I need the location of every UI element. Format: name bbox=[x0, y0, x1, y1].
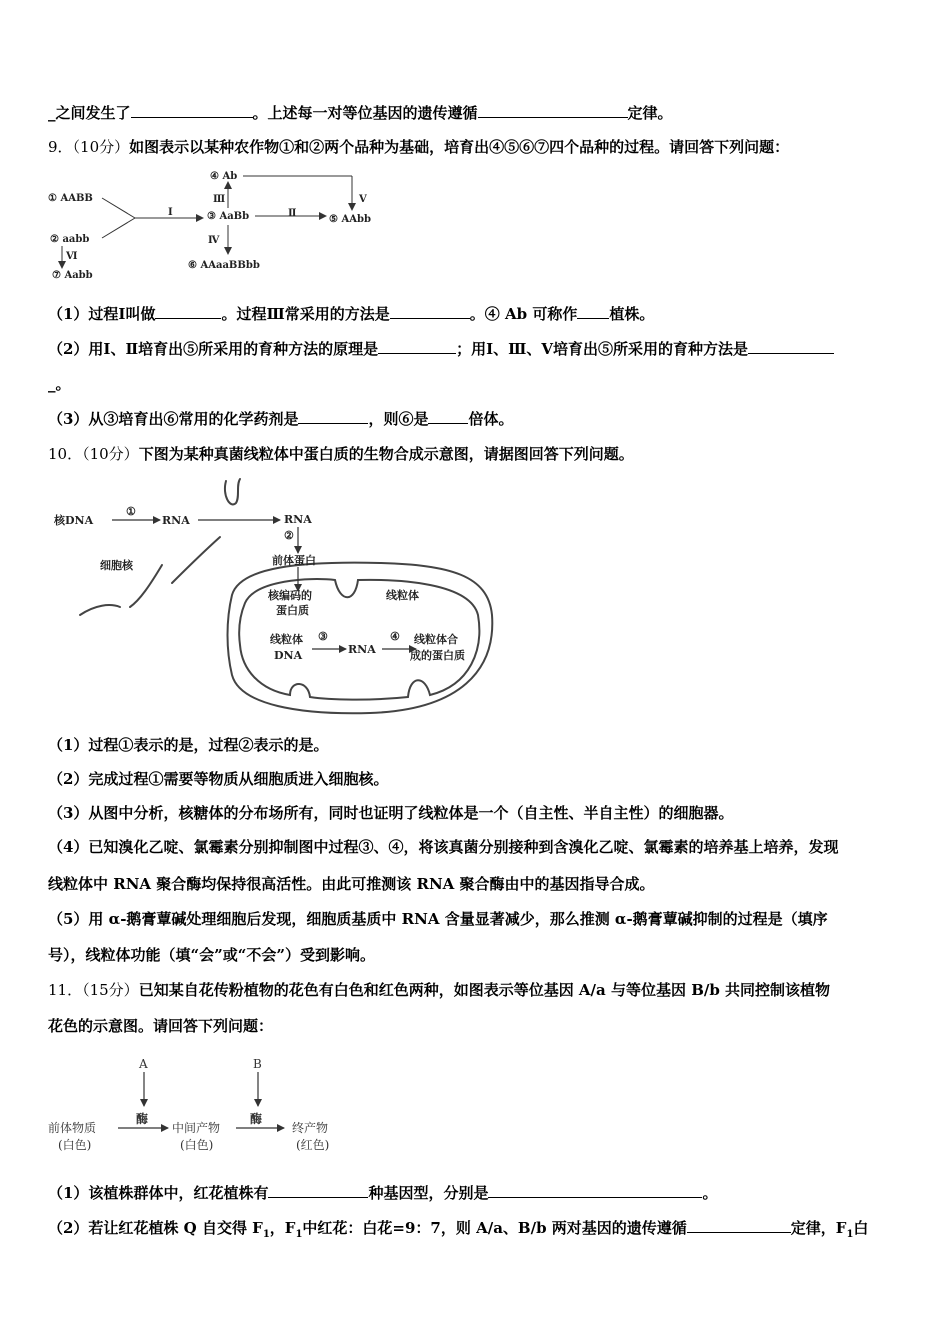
gene-a-label: A bbox=[139, 1057, 148, 1071]
variety-1: ① AABB bbox=[48, 193, 93, 204]
q10-sub-4: （4）已知溴化乙啶、氯霉素分别抑制图中过程③、④，将该真菌分别接种到含溴化乙啶、氯霉素的培养基上培养，发现 bbox=[48, 838, 839, 856]
mito-protein-label-a: 线粒体合 bbox=[414, 633, 458, 646]
mito-protein-label-b: 成的蛋白质 bbox=[410, 649, 465, 662]
process-3: Ⅲ bbox=[213, 194, 226, 205]
variety-7: ⑦ Aabb bbox=[52, 270, 93, 281]
text: （1）过程Ⅰ叫做 bbox=[48, 305, 156, 323]
q10-sub-5-cont: 号），线粒体功能（填“会”或“不会”）受到影响。 bbox=[48, 946, 376, 964]
text: ；用Ⅰ、Ⅲ、Ⅴ培育出⑤所采用的育种方法是 bbox=[456, 340, 749, 358]
q9-sub-1 bbox=[48, 304, 654, 324]
step-1-label: ① bbox=[126, 505, 136, 518]
mito-dna-label-b: DNA bbox=[274, 649, 303, 662]
enzyme-b-label: 酶 bbox=[250, 1112, 263, 1126]
end-product-label: 终产物 bbox=[292, 1121, 329, 1135]
q9-sub-2 bbox=[48, 339, 834, 359]
mito-dna-label-a: 线粒体 bbox=[270, 633, 303, 646]
process-6: Ⅵ bbox=[66, 251, 78, 262]
q11-title bbox=[48, 980, 830, 1000]
mitochondria-diagram bbox=[50, 475, 530, 725]
q11-sub-1 bbox=[48, 1183, 717, 1203]
text: 白 bbox=[853, 1219, 869, 1237]
blank bbox=[131, 103, 253, 118]
nuclear-membrane-4 bbox=[80, 605, 120, 615]
question-number: 10．（10分） bbox=[48, 445, 139, 463]
question-text: 下图为某种真菌线粒体中蛋白质的生物合成示意图，请据图回答下列问题。 bbox=[138, 445, 634, 463]
step-3-label: ③ bbox=[318, 630, 328, 643]
precursor-label: 前体物质 bbox=[48, 1121, 97, 1135]
text: 定律。 bbox=[627, 104, 673, 122]
text: 。 bbox=[702, 1184, 718, 1202]
blank bbox=[378, 339, 456, 354]
blank bbox=[577, 304, 609, 319]
nuclear-membrane-1 bbox=[225, 479, 240, 504]
blank bbox=[488, 1183, 702, 1198]
text: （2）用Ⅰ、Ⅱ培育出⑤所采用的育种方法的原理是 bbox=[48, 340, 379, 358]
mitochondria-label: 线粒体 bbox=[386, 589, 419, 602]
enzyme-a-label: 酶 bbox=[136, 1112, 149, 1126]
blank bbox=[268, 1183, 368, 1198]
intermediate-color-label: (白色) bbox=[180, 1138, 214, 1152]
text: ，则⑥是 bbox=[368, 410, 429, 428]
text: _。 bbox=[48, 375, 71, 393]
q9-title bbox=[48, 137, 789, 157]
variety-3: ③ AaBb bbox=[207, 211, 250, 222]
blank bbox=[390, 304, 470, 319]
text: （3）从③培育出⑥常用的化学药剂是 bbox=[48, 410, 299, 428]
end-product-color-label: (红色) bbox=[296, 1138, 330, 1152]
q8-tail-line bbox=[48, 103, 673, 123]
process-4: Ⅳ bbox=[208, 235, 220, 246]
text: 中红花：白花=9：7，则 A/a、B/b 两对基因的遗传遵循 bbox=[302, 1219, 687, 1237]
variety-6: ⑥ AAaaBBbb bbox=[188, 260, 260, 271]
variety-5: ⑤ AAbb bbox=[329, 214, 371, 225]
breeding-diagram bbox=[40, 160, 400, 285]
text: 倍体。 bbox=[468, 410, 514, 428]
text: 。上述每一对等位基因的遗传遵循 bbox=[252, 104, 478, 122]
step-2-label: ② bbox=[284, 529, 294, 542]
question-text: 如图表示以某种农作物①和②两个品种为基础，培育出④⑤⑥⑦四个品种的过程。请回答下列问题： bbox=[129, 138, 790, 156]
q10-title bbox=[48, 444, 634, 464]
q11-sub-2 bbox=[48, 1218, 868, 1245]
variety-2: ② aabb bbox=[50, 234, 90, 245]
nuclear-encoded-protein-label-a: 核编码的 bbox=[268, 589, 312, 602]
nuclear-dna-label: 核DNA bbox=[54, 514, 94, 527]
text: _之间发生了 bbox=[48, 104, 131, 122]
gene-b-label: B bbox=[253, 1057, 262, 1071]
nuclear-encoded-protein-label-b: 蛋白质 bbox=[276, 604, 309, 617]
text: 种基因型，分别是 bbox=[368, 1184, 489, 1202]
blank bbox=[687, 1218, 791, 1233]
q10-sub-5: （5）用 α-鹅膏蕈碱处理细胞后发现，细胞质基质中 RNA 含量显著减少，那么推测 α-鹅膏蕈碱抑制的过程是（填序 bbox=[48, 910, 828, 928]
text: 。过程Ⅲ常采用的方法是 bbox=[221, 305, 390, 323]
question-number: 9．（10分） bbox=[48, 138, 130, 156]
rna-label-3: RNA bbox=[348, 643, 376, 656]
text: （1）该植株群体中，红花植株有 bbox=[48, 1184, 269, 1202]
text: 植株。 bbox=[609, 305, 655, 323]
precursor-protein-label: 前体蛋白 bbox=[272, 554, 316, 567]
text: ，F bbox=[269, 1219, 296, 1237]
text: 。④ Ab 可称作 bbox=[469, 305, 578, 323]
text: （2）若让红花植株 Q 自交得 F bbox=[48, 1219, 263, 1237]
cross-line-2 bbox=[102, 218, 135, 238]
nucleus-label: 细胞核 bbox=[100, 559, 133, 572]
blank bbox=[748, 339, 834, 354]
cross-line-1 bbox=[102, 198, 135, 218]
blank bbox=[155, 304, 221, 319]
q11-title-cont: 花色的示意图。请回答下列问题： bbox=[48, 1017, 274, 1035]
question-number: 11．（15分） bbox=[48, 981, 139, 999]
blank bbox=[478, 103, 628, 118]
subscript: 1 bbox=[846, 1229, 854, 1240]
process-2: Ⅱ bbox=[288, 208, 297, 219]
text: 定律，F bbox=[790, 1219, 847, 1237]
q10-sub-1: （1）过程①表示的是，过程②表示的是。 bbox=[48, 736, 329, 754]
q10-sub-4-cont: 线粒体中 RNA 聚合酶均保持很高活性。由此可推测该 RNA 聚合酶由中的基因指导合成。 bbox=[48, 875, 655, 893]
blank bbox=[428, 409, 468, 424]
process-1: Ⅰ bbox=[168, 207, 173, 218]
question-text: 已知某自花传粉植物的花色有白色和红色两种，如图表示等位基因 A/a 与等位基因 B/b 共同控制该植物 bbox=[138, 981, 831, 999]
nuclear-membrane-2 bbox=[172, 537, 220, 583]
q9-sub-3 bbox=[48, 409, 513, 429]
nuclear-membrane-3 bbox=[130, 565, 162, 607]
flower-color-pathway-diagram bbox=[44, 1052, 364, 1162]
rna-label-2: RNA bbox=[284, 513, 312, 526]
subscript: 1 bbox=[262, 1229, 270, 1240]
blank bbox=[298, 409, 368, 424]
precursor-color-label: (白色) bbox=[58, 1138, 92, 1152]
q9-sub-2-cont bbox=[48, 374, 71, 394]
q10-sub-3: （3）从图中分析，核糖体的分布场所有，同时也证明了线粒体是一个（自主性、半自主性）的细胞器。 bbox=[48, 804, 734, 822]
rna-label-1: RNA bbox=[162, 514, 190, 527]
q10-sub-2: （2）完成过程①需要等物质从细胞质进入细胞核。 bbox=[48, 770, 389, 788]
process-5: Ⅴ bbox=[359, 194, 367, 205]
step-4-label: ④ bbox=[390, 630, 400, 643]
intermediate-label: 中间产物 bbox=[172, 1121, 221, 1135]
subscript: 1 bbox=[295, 1229, 303, 1240]
variety-4: ④ Ab bbox=[210, 171, 238, 182]
